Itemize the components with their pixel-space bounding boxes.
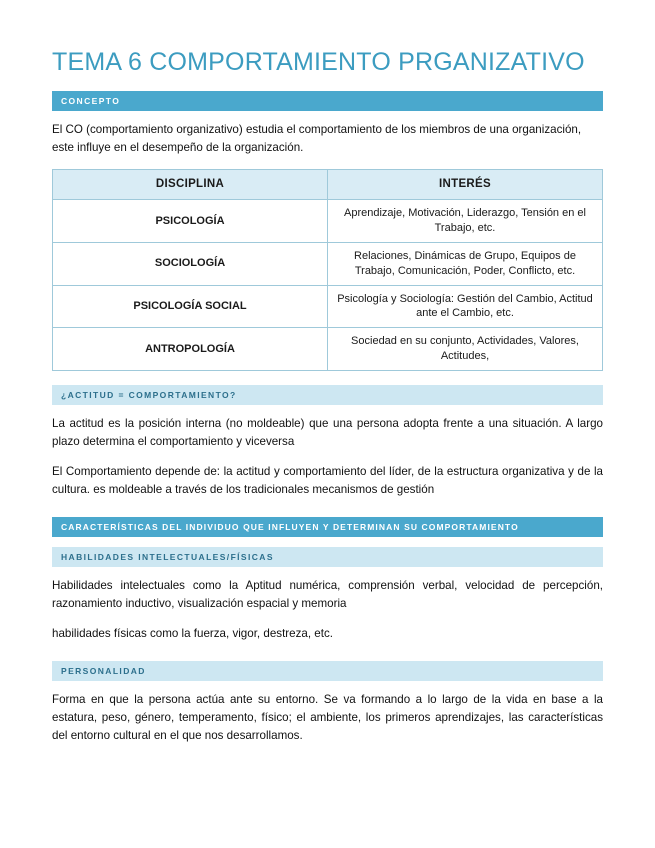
disciplinas-table (52, 169, 603, 371)
table-row (53, 285, 603, 328)
section-heading-actitud: ¿ACTITUD = COMPORTAMIENTO? (52, 385, 603, 405)
cell-interes: Psicología y Sociología: Gestión del Cambio, Actitud ante el Cambio, etc. (328, 285, 603, 328)
cell-interes: Sociedad en su conjunto, Actividades, Valores, Actitudes, (328, 328, 603, 371)
cell-disciplina: PSICOLOGÍA (53, 200, 328, 243)
paragraph-habilidades-1: Habilidades intelectuales como la Aptitud numérica, comprensión verbal, velocidad de percepción, razonamiento inductivo, visualización espacial y memoria (52, 578, 603, 610)
page-title: TEMA 6 COMPORTAMIENTO PRGANIZATIVO (52, 48, 585, 76)
cell-interes: Relaciones, Dinámicas de Grupo, Equipos de Trabajo, Comunicación, Poder, Conflicto, etc. (328, 242, 603, 285)
table-header-interes: INTERÉS (328, 169, 603, 200)
table-row (53, 242, 603, 285)
table-header-row (53, 169, 603, 200)
cell-disciplina: SOCIOLOGÍA (53, 242, 328, 285)
paragraph-concepto: El CO (comportamiento organizativo) estudia el comportamiento de los miembros de una organización, este influye en el desempeño de la organización. (52, 122, 582, 154)
section-heading-caracteristicas: CARACTERÍSTICAS DEL INDIVIDUO QUE INFLUYEN Y DETERMINAN SU COMPORTAMIENTO (52, 517, 603, 537)
paragraph-actitud-1: La actitud es la posición interna (no moldeable) que una persona adopta frente a una situación. A largo plazo determina el comportamiento y viceversa (52, 416, 603, 448)
cell-interes: Aprendizaje, Motivación, Liderazgo, Tensión en el Trabajo, etc. (328, 200, 603, 243)
paragraph-actitud-2: El Comportamiento depende de: la actitud y comportamiento del líder, de la estructura organizativa y de la cultura. es moldeable a través de los tradicionales mecanismos de gestión (52, 464, 603, 496)
table-row (53, 200, 603, 243)
paragraph-personalidad: Forma en que la persona actúa ante su entorno. Se va formando a lo largo de la vida en base a la estatura, peso, género, temperamento, físico; el ambiente, los primeros aprendizajes, las características del entorno cultural en el que nos desarrollamos. (52, 692, 603, 742)
cell-disciplina: ANTROPOLOGÍA (53, 328, 328, 371)
table-row (53, 328, 603, 371)
cell-disciplina: PSICOLOGÍA SOCIAL (53, 285, 328, 328)
section-heading-concepto: CONCEPTO (52, 91, 603, 111)
section-heading-habilidades: HABILIDADES INTELECTUALES/FÍSICAS (52, 547, 603, 567)
paragraph-habilidades-2: habilidades físicas como la fuerza, vigor, destreza, etc. (52, 626, 333, 640)
section-heading-personalidad: PERSONALIDAD (52, 661, 603, 681)
table-header-disciplina: DISCIPLINA (53, 169, 328, 200)
